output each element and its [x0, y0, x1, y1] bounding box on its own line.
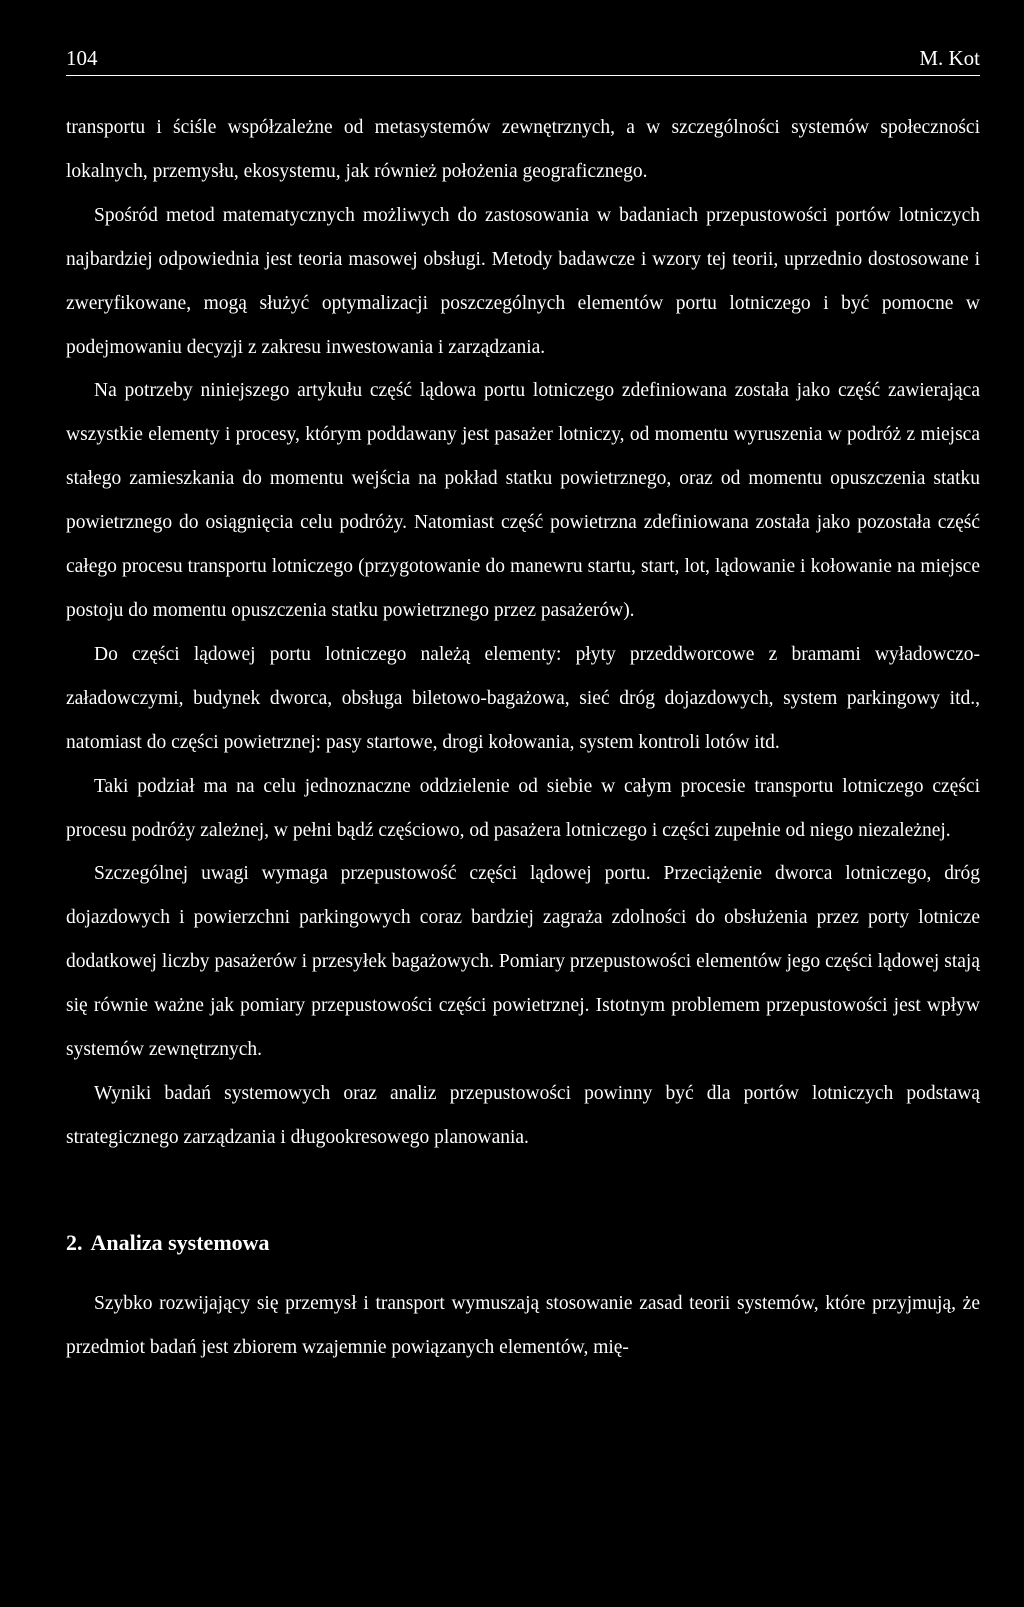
paragraph: Spośród metod matematycznych możliwych do zastosowania w badaniach przepustowości portów lotniczych najbardziej odpowiednia jest teoria masowej obsługi. Metody badawcze i wzory tej teorii, uprzednio dostosowane i zweryfikowane, mogą służyć optymalizacji poszczególnych elementów portu lotniczego i być pomocne w podejmowaniu decyzji z zakresu inwestowania i zarządzania.	[66, 204, 980, 358]
section-heading	[66, 1228, 980, 1258]
section-number: 2.	[66, 1229, 83, 1255]
paragraph: Na potrzeby niniejszego artykułu część lądowa portu lotniczego zdefiniowana została jako część zawierająca wszystkie elementy i procesy, którym poddawany jest pasażer lotniczy, od momentu wyruszenia w podróż z miejsca stałego zamieszkania do momentu wejścia na pokład statku powietrznego, oraz od momentu opuszczenia statku powietrznego do osiągnięcia celu podróży. Natomiast część powietrzna zdefiniowana została jako pozostała część całego procesu transportu lotniczego (przygotowanie do manewru startu, start, lot, lądowanie i kołowanie na miejsce postoju do momentu opuszczenia statku powietrznego przez pasażerów).	[66, 380, 980, 621]
running-head-author: M. Kot	[919, 46, 980, 70]
body-text	[66, 106, 980, 1160]
section-text	[66, 1282, 980, 1370]
running-head	[66, 44, 980, 76]
paragraph: Szybko rozwijający się przemysł i transport wymuszają stosowanie zasad teorii systemów, które przyjmują, że przedmiot badań jest zbiorem wzajemnie powiązanych elementów, mię-	[66, 1292, 980, 1358]
paragraph: Wyniki badań systemowych oraz analiz przepustowości powinny być dla portów lotniczych podstawą strategicznego zarządzania i długookresowego planowania.	[66, 1082, 980, 1148]
paragraph: Taki podział ma na celu jednoznaczne oddzielenie od siebie w całym procesie transportu lotniczego części procesu podróży zależnej, w pełni bądź częściowo, od pasażera lotniczego i części zupełnie od niego niezależnej.	[66, 775, 980, 841]
paragraph: Do części lądowej portu lotniczego należą elementy: płyty przeddworcowe z bramami wyładowczo-załadowczymi, budynek dworca, obsługa biletowo-bagażowa, sieć dróg dojazdowych, system parkingowy itd., natomiast do części powietrznej: pasy startowe, drogi kołowania, system kontroli lotów itd.	[66, 643, 980, 753]
paragraph: Szczególnej uwagi wymaga przepustowość części lądowej portu. Przeciążenie dworca lotniczego, dróg dojazdowych i powierzchni parkingowych coraz bardziej zagraża zdolności do obsłużenia przez porty lotnicze dodatkowej liczby pasażerów i przesyłek bagażowych. Pomiary przepustowości elementów jego części lądowej stają się równie ważne jak pomiary przepustowości części powietrznej. Istotnym problemem przepustowości jest wpływ systemów zewnętrznych.	[66, 863, 980, 1061]
paragraph: transportu i ściśle współzależne od metasystemów zewnętrznych, a w szczególności systemów społeczności lokalnych, przemysłu, ekosystemu, jak również położenia geograficznego.	[66, 117, 980, 182]
page-number: 104	[66, 46, 98, 70]
page	[66, 44, 980, 1370]
section-title: Analiza systemowa	[90, 1229, 270, 1255]
